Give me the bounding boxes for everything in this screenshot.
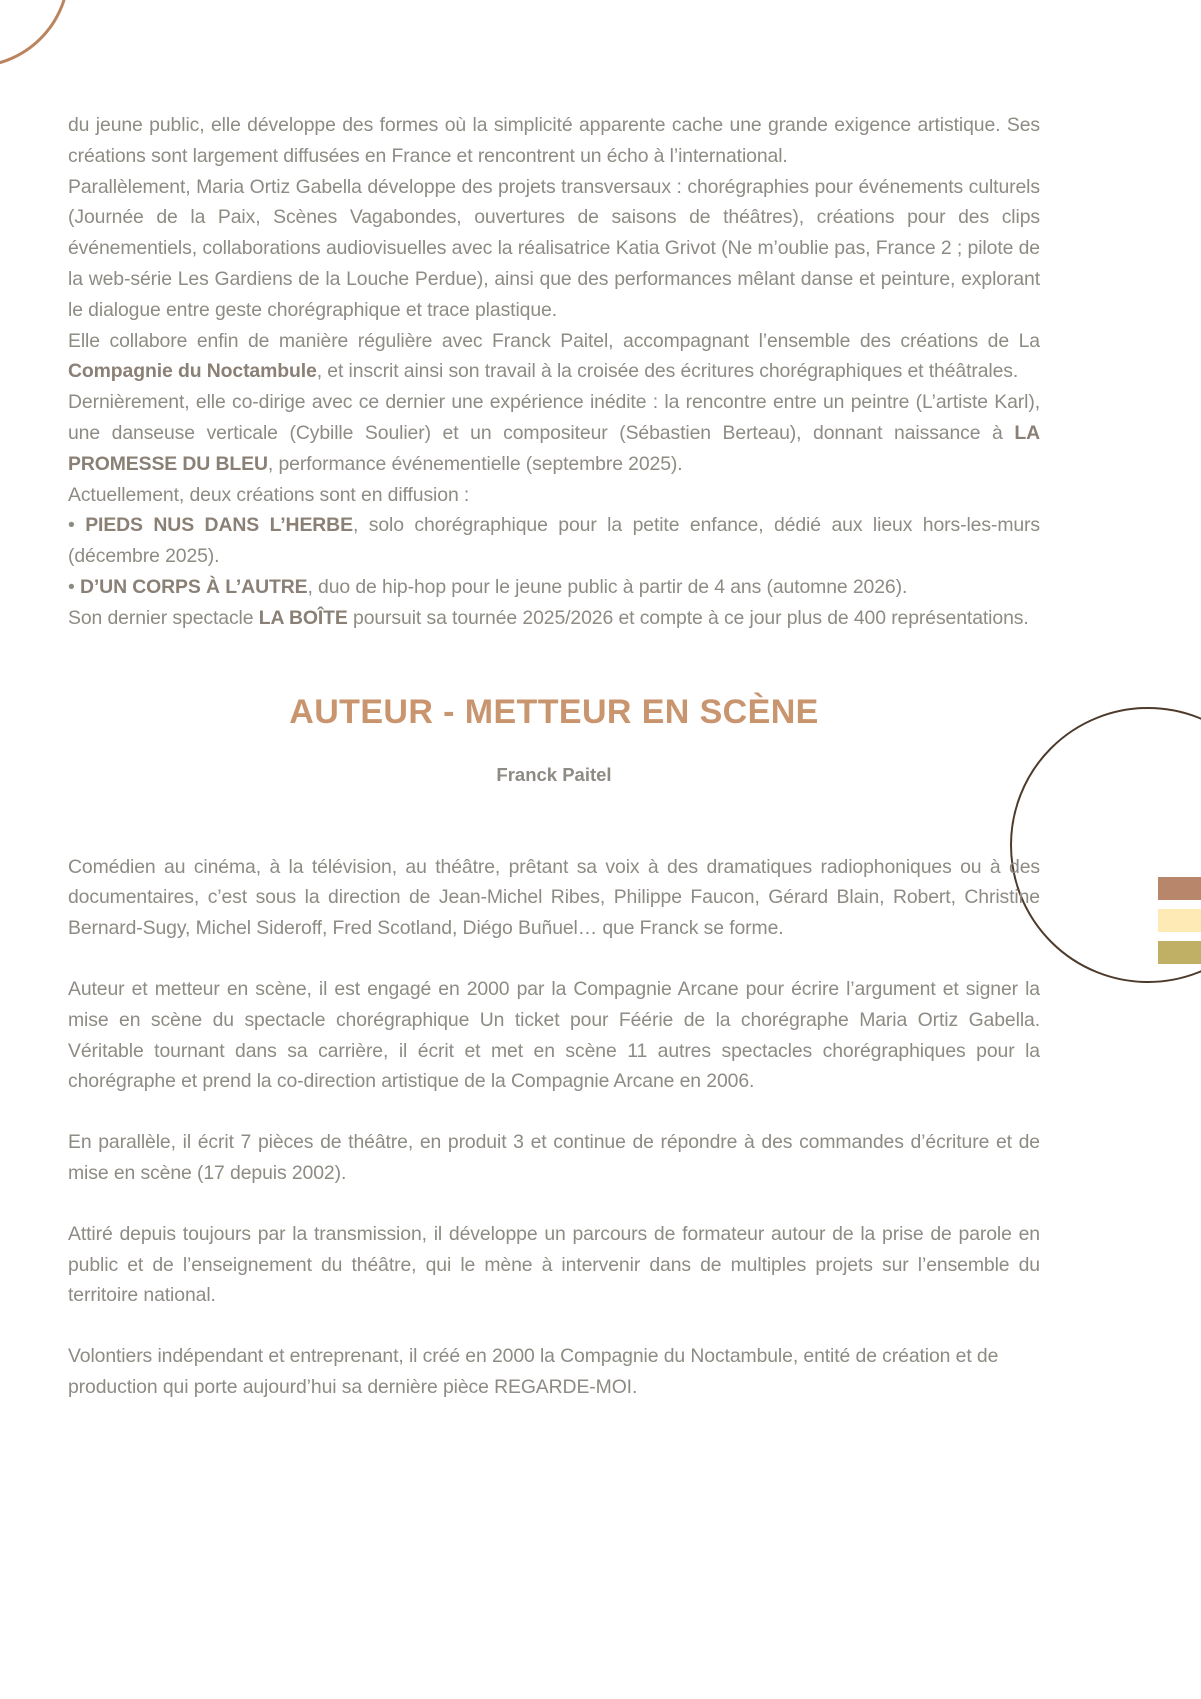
text-run: , solo chorégraphique pour la petite enfance, dédié aux lieux hors-les-murs (décembre 2025). xyxy=(68,514,1041,568)
decorative-color-bars xyxy=(1158,877,1201,973)
biography-bottom-section xyxy=(68,852,1040,1403)
emphasis-text: PIEDS NUS DANS L’HERBE xyxy=(85,514,353,537)
paragraph xyxy=(68,572,1040,603)
olive-bar xyxy=(1158,941,1201,964)
paragraph xyxy=(68,1127,1040,1189)
paragraph xyxy=(68,387,1040,479)
document-content xyxy=(68,110,1040,1403)
paragraph xyxy=(68,852,1040,944)
text-run: En parallèle, il écrit 7 pièces de théâtre, en produit 3 et continue de répondre à des commandes d’écriture et de mise en scène (17 depuis 2002). xyxy=(68,1131,1040,1184)
emphasis-text: LA BOÎTE xyxy=(258,606,348,629)
spacer xyxy=(68,1189,1040,1219)
decorative-arc-top-left-icon xyxy=(0,0,70,68)
text-run: , performance événementielle (septembre 2025). xyxy=(267,452,683,475)
text-run: • xyxy=(68,514,86,537)
paragraph xyxy=(68,510,1040,572)
text-run: , duo de hip-hop pour le jeune public à partir de 4 ans (automne 2026). xyxy=(307,575,908,598)
paragraph xyxy=(68,1219,1040,1311)
text-run: Auteur et metteur en scène, il est engagé en 2000 par la Compagnie Arcane pour écrire l’argument et signer la mise en scène du spectacle chorégraphique Un ticket pour Féérie de la chorégraphe Maria Ortiz Gabella. Véritable tournant dans sa carrière, il écrit et met en scène 11 autres spectacles chorégraphiques pour la chorégraphe et prend la co-direction artistique de la Compagnie Arcane en 2006. xyxy=(68,977,1040,1093)
text-run: poursuit sa tournée 2025/2026 et compte à ce jour plus de 400 représentations. xyxy=(347,606,1029,629)
biography-top-section xyxy=(68,110,1040,634)
text-run: Parallèlement, Maria Ortiz Gabella développe des projets transversaux : chorégraphies pour événements culturels (Journée de la Paix, Scènes Vagabondes, ouvertures de saisons de théâtres), créations pour des clips événementiels, collaborations audiovisuelles avec la réalisatrice Katia Grivot (Ne m’oublie pas, France 2 ; pilote de la web-série Les Gardiens de la Louche Perdue), ainsi que des performances mêlant danse et peinture, explorant le dialogue entre geste chorégraphique et trace plastique. xyxy=(68,175,1040,321)
copper-bar xyxy=(1158,877,1201,900)
text-run: , et inscrit ainsi son travail à la croisée des écritures chorégraphiques et théâtrales. xyxy=(316,360,1019,383)
spacer xyxy=(68,944,1040,974)
text-run: du jeune public, elle développe des formes où la simplicité apparente cache une grande exigence artistique. Ses créations sont largement diffusées en France et rencontrent un écho à l’international. xyxy=(68,114,1040,167)
paragraph xyxy=(68,172,1040,326)
paragraph xyxy=(68,326,1040,388)
paragraph xyxy=(68,603,1040,634)
text-run: Son dernier spectacle xyxy=(68,606,259,629)
paragraph xyxy=(68,480,1040,511)
text-run: Elle collabore enfin de manière régulière avec Franck Paitel, accompagnant l’ensemble des créations de La xyxy=(68,329,1040,352)
text-run: Attiré depuis toujours par la transmission, il développe un parcours de formateur autour de la prise de parole en public et de l’enseignement du théâtre, qui le mène à intervenir dans de multiples projets sur l’ensemble du territoire national. xyxy=(68,1222,1040,1307)
section-subtitle: Franck Paitel xyxy=(496,763,612,785)
emphasis-text: LA PROMESSE DU BLEU xyxy=(68,421,1040,475)
text-run: Volontiers indépendant et entreprenant, il créé en 2000 la Compagnie du Noctambule, entité de création et de production qui porte aujourd’hui sa dernière pièce REGARDE-MOI. xyxy=(68,1345,999,1398)
text-run: Comédien au cinéma, à la télévision, au théâtre, prêtant sa voix à des dramatiques radiophoniques ou à des documentaires, c’est sous la direction de Jean-Michel Ribes, Philippe Faucon, Gérard Blain, Robert, Christine Bernard-Sugy, Michel Sideroff, Fred Scotland, Diégo Buñuel… que Franck se forme. xyxy=(68,855,1040,940)
paragraph xyxy=(68,974,1040,1097)
cream-bar xyxy=(1158,909,1201,932)
spacer xyxy=(68,734,1040,760)
spacer xyxy=(68,1097,1040,1127)
text-run: Actuellement, deux créations sont en diffusion : xyxy=(68,483,470,506)
paragraph xyxy=(68,110,1040,172)
page-title: AUTEUR - METTEUR EN SCÈNE xyxy=(289,692,819,731)
emphasis-text: Compagnie du Noctambule xyxy=(68,360,317,383)
spacer xyxy=(68,634,1040,690)
text-run: • xyxy=(68,575,80,598)
paragraph xyxy=(68,1341,1040,1403)
emphasis-text: D’UN CORPS À L’AUTRE xyxy=(79,575,308,598)
text-run: Dernièrement, elle co-dirige avec ce dernier une expérience inédite : la rencontre entre un peintre (L’artiste Karl), une danseuse verticale (Cybille Soulier) et un compositeur (Sébastien Berteau), donnant naissance à xyxy=(68,391,1040,444)
spacer xyxy=(68,790,1040,852)
spacer xyxy=(68,1311,1040,1341)
